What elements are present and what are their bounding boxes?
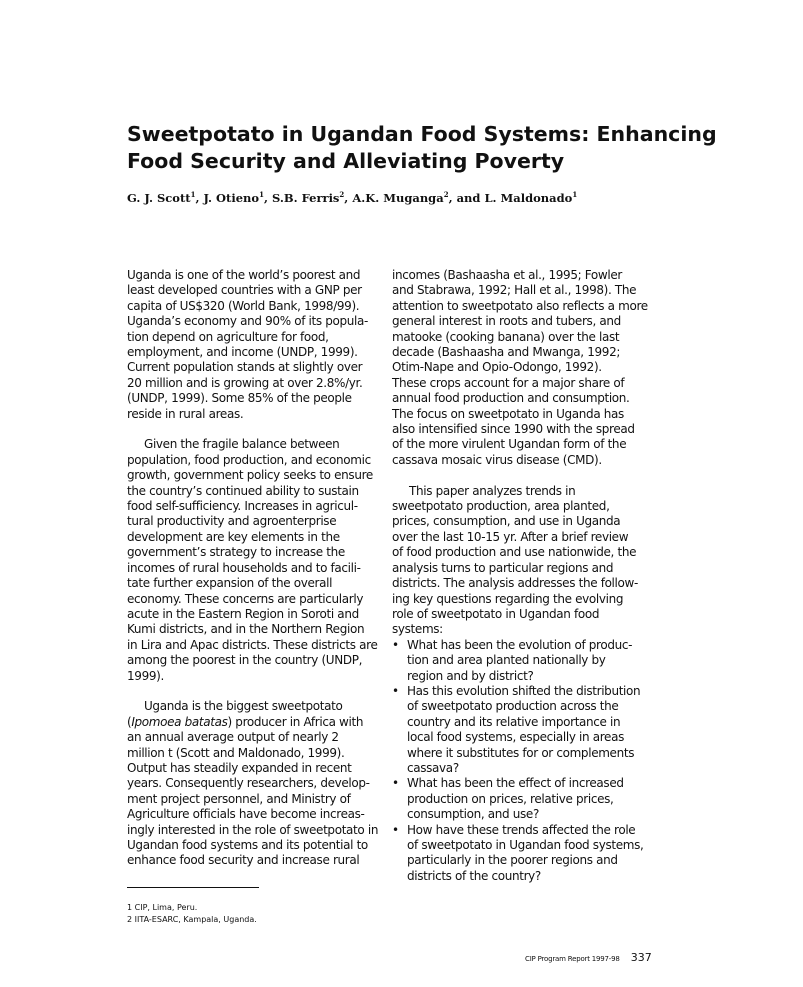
bullet-icon: • [392, 637, 399, 652]
text-line: annual food production and consumption. [392, 391, 630, 406]
text-line: least developed countries with a GNP per [127, 283, 362, 298]
text-line: in Lira and Apac districts. These districts are [127, 637, 378, 652]
text-line: 1999). [127, 668, 164, 683]
text-line: over the last 10-15 yr. After a brief review [392, 529, 629, 544]
text-line: Uganda’s economy and 90% of its popula- [127, 314, 368, 329]
bullet-icon: • [392, 822, 399, 837]
paragraph [127, 437, 387, 684]
text-line: employment, and income (UNDP, 1999). [127, 345, 358, 360]
text-line: of sweetpotato production across the [407, 699, 619, 714]
text-line: cassava? [407, 760, 459, 775]
text-line: capita of US$320 (World Bank, 1998/99). [127, 298, 360, 313]
text-line: Uganda is one of the world’s poorest and [127, 268, 361, 282]
text-line: sweetpotato production, area planted, [392, 499, 610, 514]
text-line: economy. These concerns are particularly [127, 591, 364, 606]
author-affiliation-mark: 1 [190, 190, 196, 199]
author-affiliation-mark: 1 [259, 190, 264, 199]
text-line: (Ipomoea batatas) producer in Africa with [127, 714, 364, 729]
list-item [392, 638, 654, 684]
text-line: Otim-Nape and Opio-Odongo, 1992). [392, 360, 602, 375]
text-line: Kumi districts, and in the Northern Region [127, 622, 365, 637]
text-line: incomes (Bashaasha et al., 1995; Fowler [392, 268, 622, 282]
text-line: development are key elements in the [127, 529, 340, 544]
text-line: How have these trends affected the role [407, 822, 636, 837]
text-line: Given the fragile balance between [144, 437, 340, 452]
author-affiliation-mark: 2 [443, 190, 449, 199]
bullet-icon: • [392, 683, 399, 698]
text-line: decade (Bashaasha and Mwanga, 1992; [392, 345, 621, 360]
author-name: G. J. Scott [127, 191, 191, 205]
text-line: Uganda is the biggest sweetpotato [144, 699, 343, 714]
text-line: Current population stands at slightly over [127, 360, 363, 375]
paragraph [392, 268, 654, 468]
paper-title [127, 121, 717, 175]
text-line: What has been the evolution of produc- [407, 637, 633, 652]
report-name: CIP Program Report 1997-98 [525, 955, 620, 963]
text-line: 20 million and is growing at over 2.8%/yr. [127, 375, 363, 390]
author-name: A.K. Muganga [352, 191, 444, 205]
text-line: the country’s continued ability to sustain [127, 483, 359, 498]
text-line: food self-sufficiency. Increases in agricul- [127, 499, 358, 514]
text-line: tate further expansion of the overall [127, 576, 333, 591]
footnote-1: 1 CIP, Lima, Peru. [127, 903, 198, 912]
text-line: attention to sweetpotato also reflects a more [392, 298, 648, 313]
text-line: matooke (cooking banana) over the last [392, 329, 620, 344]
text-line: reside in rural areas. [127, 406, 244, 421]
text-line: country and its relative importance in [407, 714, 621, 729]
text-line: government’s strategy to increase the [127, 545, 345, 560]
text-line: ment project personnel, and Ministry of [127, 791, 351, 806]
text-line: These crops account for a major share of [392, 375, 625, 390]
text-line: analysis turns to particular regions and [392, 560, 614, 575]
right-column [392, 268, 654, 884]
author-name: L. Maldonado [484, 191, 573, 205]
text-line: of food production and use nationwide, the [392, 545, 637, 560]
footnote-2: 2 IITA-ESARC, Kampala, Uganda. [127, 915, 257, 924]
title-line-1: Sweetpotato in Ugandan Food Systems: Enhancing [127, 122, 717, 146]
text-line: This paper analyzes trends in [409, 483, 576, 498]
text-line: districts. The analysis addresses the follow- [392, 576, 638, 591]
list-item [392, 776, 654, 822]
paragraph [127, 699, 387, 868]
bullet-icon: • [392, 776, 399, 791]
text-line: (UNDP, 1999). Some 85% of the people [127, 391, 352, 406]
text-line: acute in the Eastern Region in Soroti and [127, 606, 359, 621]
text-line: years. Consequently researchers, develop- [127, 776, 370, 791]
text-line: and Stabrawa, 1992; Hall et al., 1998). The [392, 283, 637, 298]
text-line: million t (Scott and Maldonado, 1999). [127, 745, 345, 760]
text-line: of the more virulent Ugandan form of the [392, 437, 627, 452]
text-line: particularly in the poorer regions and [407, 853, 618, 868]
text-line: tural productivity and agroenterprise [127, 514, 337, 529]
text-line: Output has steadily expanded in recent [127, 760, 352, 775]
author-affiliation-mark: 1 [572, 190, 578, 199]
text-line: population, food production, and economic [127, 452, 371, 467]
text-line: ing key questions regarding the evolving [392, 591, 624, 606]
text-line: districts of the country? [407, 868, 541, 883]
text-line: among the poorest in the country (UNDP, [127, 653, 363, 668]
footnote-divider [127, 887, 259, 888]
text-line: region and by district? [407, 668, 534, 683]
text-line: What has been the effect of increased [407, 776, 624, 791]
text-line: prices, consumption, and use in Uganda [392, 514, 621, 529]
text-line: Has this evolution shifted the distribution [407, 683, 641, 698]
text-line: production on prices, relative prices, [407, 791, 614, 806]
text-line: Ugandan food systems and its potential to [127, 838, 368, 852]
text-line: tion depend on agriculture for food, [127, 329, 329, 344]
paragraph [392, 484, 654, 638]
text-line: role of sweetpotato in Ugandan food [392, 606, 600, 621]
author-name: J. Otieno [203, 191, 260, 205]
title-line-2: Food Security and Alleviating Poverty [127, 149, 565, 173]
page-number: 337 [630, 951, 652, 964]
text-line: of sweetpotato in Ugandan food systems, [407, 838, 644, 853]
text-line: systems: [392, 622, 443, 637]
text-line: incomes of rural households and to facili- [127, 560, 361, 575]
footnotes [127, 902, 257, 926]
text-line: local food systems, especially in areas [407, 730, 624, 745]
text-line: an annual average output of nearly 2 [127, 730, 339, 745]
author-affiliation-mark: 2 [339, 190, 345, 199]
question-list [392, 638, 654, 885]
text-line: where it substitutes for or complements [407, 745, 635, 760]
text-line: Agriculture officials have become increas- [127, 807, 365, 822]
text-line: tion and area planted nationally by [407, 653, 606, 668]
author-name: S.B. Ferris [271, 191, 340, 205]
text-line: cassava mosaic virus disease (CMD). [392, 452, 602, 467]
text-line: also intensified since 1990 with the spread [392, 422, 635, 437]
text-line: general interest in roots and tubers, and [392, 314, 621, 329]
text-line: enhance food security and increase rural [127, 853, 360, 868]
text-line: growth, government policy seeks to ensure [127, 468, 373, 483]
author-list: G. J. Scott$^1$, J. Otieno$^1$, S.B. Ferris$^2$, A.K. Muganga$^2$, and L. Maldonado$^1$ [127, 190, 578, 205]
text-line: consumption, and use? [407, 807, 539, 822]
text-line: The focus on sweetpotato in Uganda has [392, 406, 624, 421]
paragraph [127, 268, 387, 422]
page-footer [525, 946, 652, 965]
text-line: ingly interested in the role of sweetpotato in [127, 822, 379, 837]
list-item [392, 684, 654, 776]
left-column [127, 268, 387, 869]
list-item [392, 823, 654, 885]
